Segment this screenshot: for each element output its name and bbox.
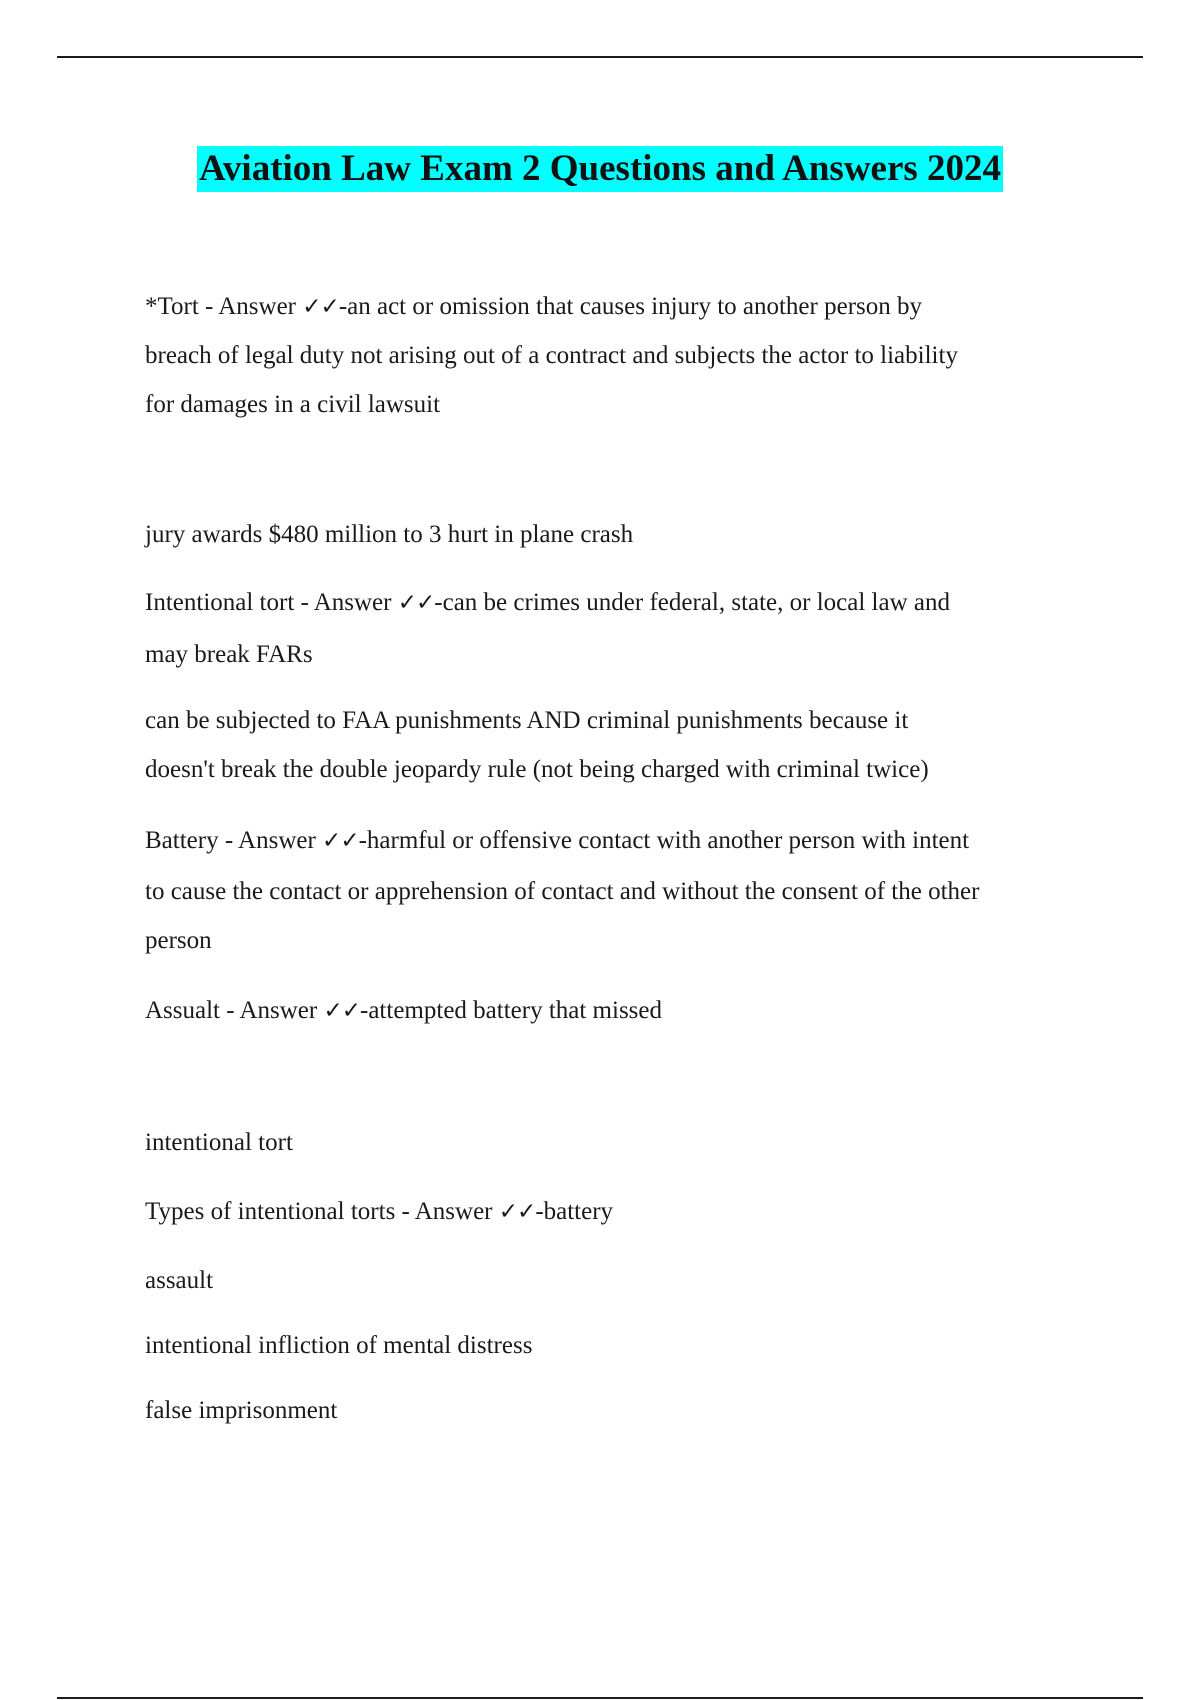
note-faa-punishments-line-2: doesn't break the double jeopardy rule (not being charged with criminal twice) <box>145 756 929 783</box>
note-intentional-tort: intentional tort <box>145 1129 293 1156</box>
header-rule <box>57 56 1143 58</box>
entry-text: -harmful or offensive contact with another person with intent <box>358 827 970 854</box>
entry-term: Battery - <box>145 827 239 854</box>
note-jury-awards: jury awards $480 million to 3 hurt in plane crash <box>145 521 634 548</box>
entry-text: -attempted battery that missed <box>360 997 663 1024</box>
entry-term: Assualt - <box>145 997 240 1024</box>
entry-battery-line-3: person <box>145 927 212 954</box>
list-item-assault: assault <box>145 1267 214 1294</box>
check-mark-icon: ✓✓ <box>397 590 435 616</box>
entry-assualt-line-1 <box>145 986 1095 1036</box>
entry-term: Types of intentional torts - <box>145 1198 415 1225</box>
page-title: Aviation Law Exam 2 Questions and Answers 2024 <box>197 146 1003 192</box>
answer-label: Answer <box>238 827 316 854</box>
note-faa-punishments-line-1: can be subjected to FAA punishments AND criminal punishments because it <box>145 707 909 734</box>
list-item-false-imprisonment: false imprisonment <box>145 1397 338 1424</box>
entry-battery-line-1 <box>145 816 1095 866</box>
entry-tort-line-2: breach of legal duty not arising out of a contract and subjects the actor to liability <box>145 342 958 369</box>
list-item-mental-distress: intentional infliction of mental distress <box>145 1332 533 1359</box>
entry-tort-line-3: for damages in a civil lawsuit <box>145 391 441 418</box>
answer-label: Answer <box>414 1198 493 1225</box>
answer-label: Answer <box>218 293 297 320</box>
check-mark-icon: ✓✓ <box>498 1199 536 1225</box>
answer-label: Answer <box>313 589 392 616</box>
footer-rule <box>57 1697 1143 1699</box>
answer-label: Answer <box>239 997 318 1024</box>
entry-types-line-1 <box>145 1187 1095 1237</box>
check-mark-icon: ✓✓ <box>323 998 361 1024</box>
entry-term: *Tort - <box>145 293 219 320</box>
entry-text: -battery <box>535 1198 614 1225</box>
check-mark-icon: ✓✓ <box>302 294 339 320</box>
title-container <box>0 146 1200 192</box>
entry-term: Intentional tort - <box>145 589 314 616</box>
entry-intentional-tort-line-2: may break FARs <box>145 641 313 668</box>
check-mark-icon: ✓✓ <box>322 828 359 854</box>
entry-intentional-tort-line-1 <box>145 578 1095 628</box>
entry-tort-line-1 <box>145 282 1095 332</box>
entry-text: -an act or omission that causes injury to another person by <box>338 293 923 320</box>
entry-battery-line-2: to cause the contact or apprehension of contact and without the consent of the other <box>145 878 980 905</box>
entry-text: -can be crimes under federal, state, or local law and <box>434 589 951 616</box>
